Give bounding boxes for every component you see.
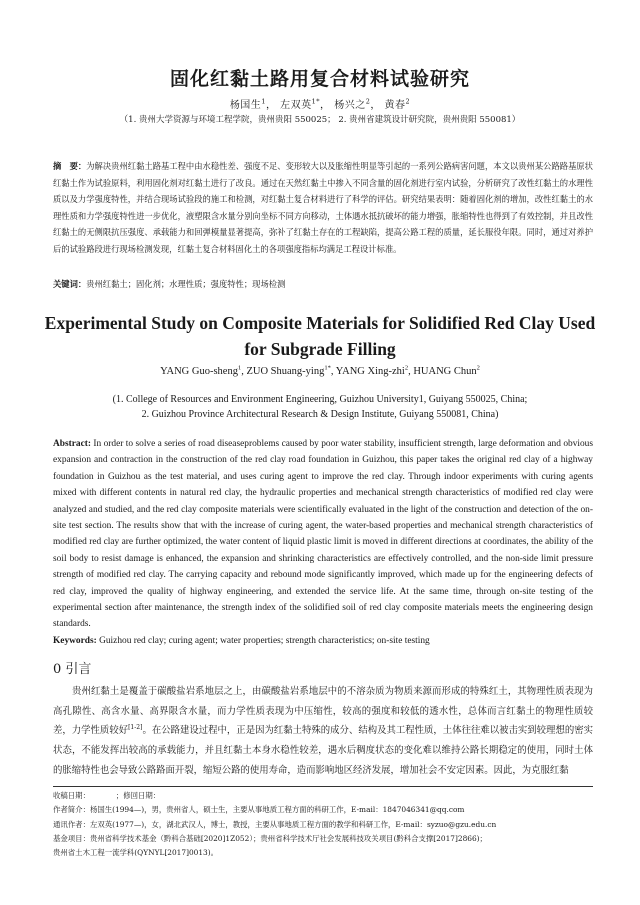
cn-author-name: 黄春: [384, 100, 406, 111]
cn-author-sup: 1*: [311, 97, 321, 106]
english-authors: YANG Guo-sheng$^1$, ZUO Shuang-ying$^{1*}$, YANG Xing-zhi$^2$, HUANG Chun$^2$: [160, 364, 480, 377]
english-affiliation: [0, 392, 640, 422]
footnote-funding: 基金项目：贵州省科学技术基金（黔科合基础[2020]1Z052）；贵州省科学技术厅社会发展科技攻关项目(黔科合支撑[2017]2866)；: [53, 833, 487, 843]
english-abstract-label: Abstract:: [53, 439, 92, 449]
cn-author-name: 左双英: [280, 100, 312, 111]
chinese-keywords-text: 贵州红黏土；固化剂；水理性质；强度特性；现场检测: [86, 279, 286, 289]
english-abstract: [53, 436, 593, 633]
english-title-line: for Subgrade Filling: [244, 339, 396, 359]
chinese-title: 固化红黏土路用复合材料试验研究: [169, 68, 470, 90]
en-author-name: HUANG Chun: [413, 366, 477, 377]
footnote-author-bio: 作者简介：杨国生(1994—)，男，贵州省人，硕士生，主要从事地质工程方面的科研工作，E-mail：1847046341@qq.com: [53, 805, 465, 815]
footnote-received: 收稿日期： ；修回日期：: [53, 791, 161, 800]
english-keywords-label: Keywords:: [53, 636, 97, 646]
intro-text: 贵州红黏土是覆盖于碳酸盐岩系地层之上，由碳酸盐岩系地层中的不溶杂质为物质来源而形成的特殊红土，其物理性质表现为高孔隙性、高含水量、高界限含水量，而力学性质表现为中压缩性，较高的强度和较低的透水性，总体而言红黏土的物理性质较差，力学性质较好: [53, 686, 593, 737]
en-author-name: YANG Xing-zhi: [335, 366, 405, 377]
footnote-corresponding: 通讯作者：左双英(1977—)，女，湖北武汉人，博士，教授，主要从事地质工程方面的教学和科研工作，E-mail：syzuo@gzu.edu.cn: [53, 819, 497, 829]
cn-author-name: 杨国生: [229, 100, 262, 111]
english-affiliation-line: 2. Guizhou Province Architectural Research & Design Institute, Guiyang 550081, China): [141, 409, 499, 420]
english-title-line: Experimental Study on Composite Materials for Solidified Red Clay Used: [44, 313, 596, 333]
chinese-authors: 杨国生$^1$， 左双英$^{1*}$， 杨兴之$^2$， 黄春$^2$: [229, 97, 411, 111]
cn-author-sup: 2: [405, 97, 411, 106]
en-author-sup: 1*: [324, 364, 331, 372]
citation-ref: [1-2]: [128, 724, 143, 732]
intro-paragraph: [53, 682, 593, 781]
section-heading: 0 引言: [53, 662, 92, 677]
english-affiliation-line: (1. College of Resources and Environment Engineering, Guizhou University1, Guiyang 550025, China;: [112, 394, 528, 405]
intro-text: 。在公路建设过程中，正是因为红黏土特殊的成分、结构及其工程性质，土体往往难以被击实到较理想的密实状态，不能发挥出较高的承载能力，并且红黏土本身水稳性较差，遇水后稠度状态的变化难以维持公路长期稳定的使用，同时土体的胀缩特性也会导致公路路面开裂，缩短公路的使用寿命，造而影响地区经济发展，增加社会不安定因素。因此，为克服红黏: [53, 725, 593, 776]
cn-author-sup: 1: [261, 97, 266, 106]
footnotes: [53, 789, 593, 860]
english-title: [40, 310, 600, 362]
chinese-abstract: [53, 158, 593, 258]
en-author-name: YANG Guo-sheng: [160, 366, 238, 377]
english-keywords: [53, 634, 593, 648]
footnote-funding-cont: 贵州省土木工程一流学科(QYNYL[2017]0013)。: [53, 848, 219, 858]
english-abstract-text: In order to solve a series of road diseaseproblems caused by poor water stability, insufficient strength, large deformation and obvious expansion and contraction in the construction of the red clay road foundation in Guizhou, this paper takes the original red clay of a highway foundation in Guizhou as the test material, and uses curing agent to improve the red clay. Through indoor experiments with curing agents mixed with different contents in natural red clay, the hydraulic properties and mechanical strength characteristics of modified red clay were analyzed and studied, and the red clay composite materials were scientifically evaluated in the light of the construction and detection of the on-site test section. The results show that with the increase of curing agent, the water-based properties and mechanical strength characteristics of modified red clay are further optimized, the water content of liquid plastic limit is moved in different directions at coordinates, the ability of the soil body to resist damage is enhanced, the expansion and shrinking characteristics are effectively controlled, and the non-side limit pressure strength of modified red clay. The carrying capacity and rebound mode significantly improved, which made up for the engineering defects of red clay, improved the quality of highway engineering, and extended the service life. At the same time, through on-site testing of the experimental section after maintenance, the strength index of the solidified soil of red clay composite materials meets the engineering design standards.: [53, 439, 594, 630]
en-author-sup: 2: [404, 364, 409, 372]
chinese-keywords: [53, 277, 593, 291]
cn-author-sup: 2: [365, 97, 371, 106]
en-author-name: ZUO Shuang-ying: [246, 366, 325, 377]
en-author-sup: 1: [237, 364, 242, 372]
chinese-abstract-label: 摘 要：: [53, 161, 87, 171]
chinese-affiliation: （1. 贵州大学资源与环境工程学院，贵州贵阳 550025； 2. 贵州省建筑设计研究院，贵州贵阳 550081）: [119, 115, 521, 125]
chinese-keywords-label: 关键词：: [53, 279, 87, 289]
english-keywords-text: Guizhou red clay; curing agent; water properties; strength characteristics; on-site testing: [99, 636, 430, 646]
footnote-divider: [53, 786, 593, 787]
en-author-sup: 2: [476, 364, 480, 372]
chinese-abstract-text: 为解决贵州红黏土路基工程中由水稳性差、强度不足、变形较大以及胀缩性明显等引起的一系列公路病害问题，本文以贵州某公路路基原状红黏土作为试验原料，利用固化剂对红黏土进行了改良。通过在天然红黏土中掺入不同含量的固化剂进行室内试验，分析研究了改性红黏土的水理性质以及力学强度特性，并结合现场试验段的施工和检测，对红黏土复合材料进行了科学的评估。研究结果表明：随着固化剂的增加，改性红黏土的水理性质和力学强度特性进一步优化，液塑限含水量分别向坐标不同方向移动，土体遇水抵抗破坏的能力增强，胀缩特性也得到了有效控制，并且改性红黏土的无侧限抗压强度、承载能力和回弹模量显著提高，弥补了红黏土存在的工程缺陷，提高公路工程的质量，延长服役年限。同时，通过对养护后的试验路段进行现场检测发现，红黏土复合材料固化土的各项强度指标均满足工程设计标准。: [53, 161, 593, 254]
cn-author-name: 杨兴之: [334, 100, 366, 111]
